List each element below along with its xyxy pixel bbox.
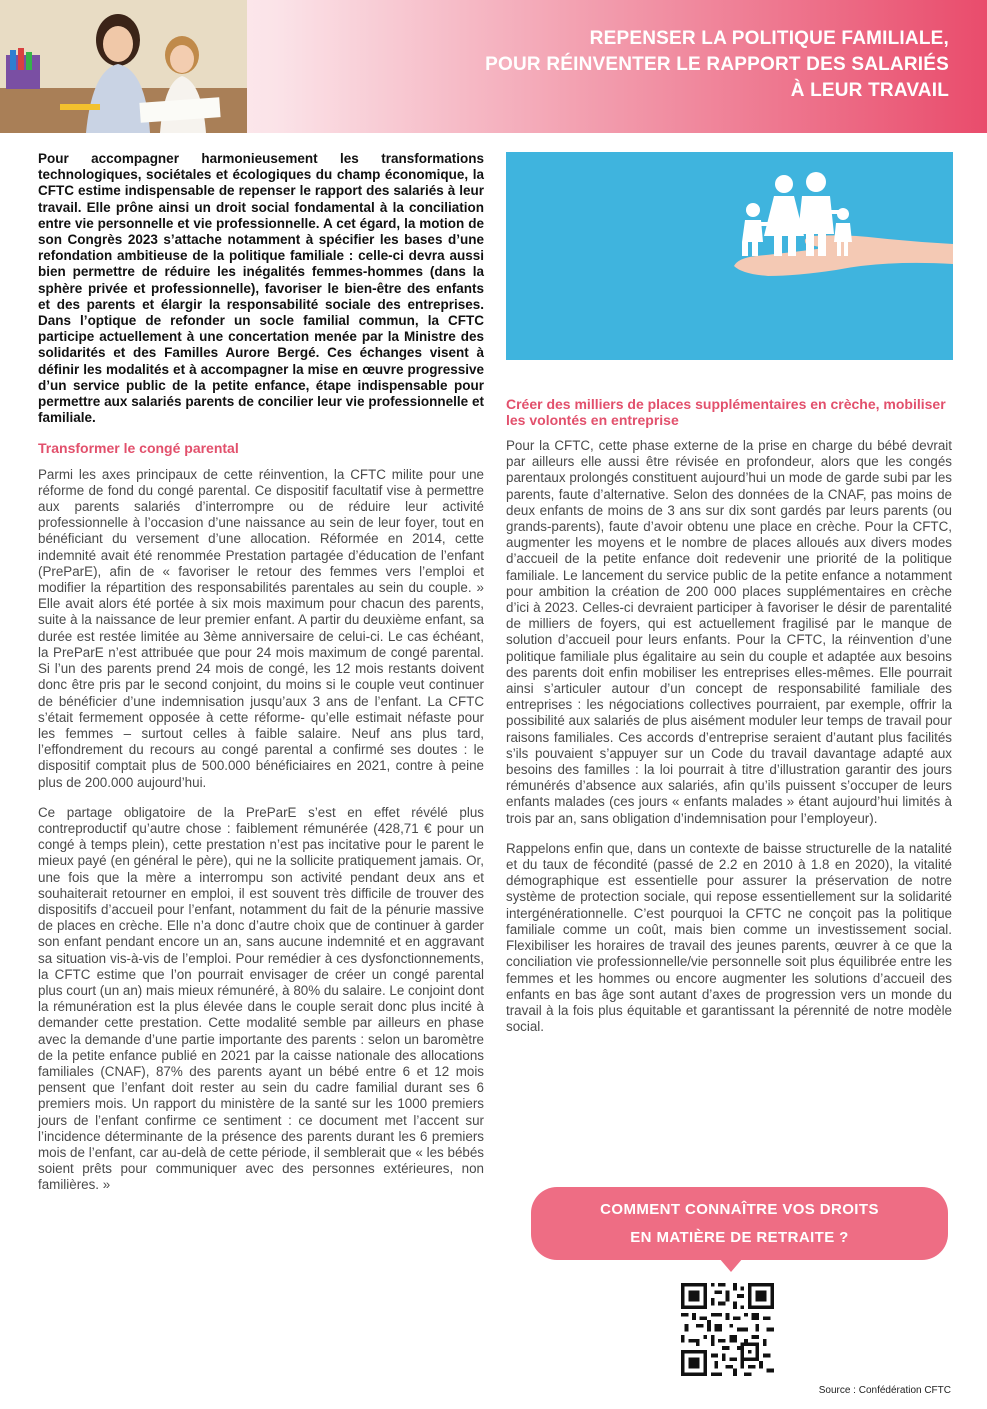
mother-child-photo — [0, 0, 247, 133]
callout-line-2: EN MATIÈRE DE RETRAITE ? — [630, 1229, 849, 1246]
section-title-conge-parental: Transformer le congé parental — [38, 440, 239, 457]
page-title — [389, 26, 949, 104]
title-line-1: REPENSER LA POLITIQUE FAMILIALE, — [589, 28, 949, 49]
section-title-creches: Créer des milliers de places supplémentaires en crèche, mobiliser les volontés en entreprise — [506, 396, 946, 428]
body-paragraph: Ce partage obligatoire de la PreParE s’est en effet révélé plus contreproductif qu’autre chose : faiblement rémunérée (428,71 € pour un congé à temps plein), cette prestation n’est pas incitative pour le parent le mieux payé (en général le père), qui ne la sollicite pratiquement jamais. Or, une fois que la mère a interrompu son activité pendant deux ans et souhaiterait retourner en emploi, il est souvent très difficile de trouver des dispositifs d’accueil pour l’enfant, notamment du fait de la pénurie massive de places en crèche. Elle n’a donc d’autre choix que de continuer à garder son enfant pendant encore un an, sans aucune indemnité et en aggravant sa situation vis-à-vis de l’emploi. Pour remédier à ces dysfonctionnements, la CFTC estime que l’on pourrait envisager de créer un congé parental plus court (un an) mais mieux rémunéré, à 80% du salaire. Le conjoint dont la rémunération est la plus élevée dans le couple serait donc plus incité à demander cette prestation. Cette modalité semble par ailleurs en phase avec la demande d’une partie importante des parents : selon un baromètre de la petite enfance publié en 2021 par la caisse nationale des allocations familiales (CNAF), 87% des parents ayant un bébé entre 6 et 12 mois pensent que l’enfant doit rester au sein du cadre familial durant ses 6 premiers mois. Un rapport du ministère de la santé sur les 1000 premiers jours de l’enfant confirme ce sentiment : ce document met l’accent sur l’incidence déterminante de la présence des parents durant les 6 premiers mois de l’enfant, car au-delà de cette période, il semblerait que « les bébés soient prêts pour communiquer avec des personnes extérieures, non familières. » — [38, 804, 484, 1193]
left-column — [38, 151, 484, 1208]
family-hand-illustration — [506, 152, 953, 360]
intro-paragraph: Pour accompagner harmonieusement les transformations technologiques, sociétales et écologiques du champ économique, la CFTC estime indispensable de repenser le rapport des salariés à leur travail. Elle prône ainsi un droit social fondamental à la conciliation entre vie personnelle et vie professionnelle. A cet égard, la motion de son Congrès 2023 s’attache notamment à spécifier les bases d’une refondation ambitieuse de la politique familiale : celle-ci devra aussi bien permettre de réduire les inégalités femmes-hommes (dans la sphère privée et professionnelle), favoriser le bien-être des enfants et des parents et élargir la responsabilité sociale des entreprises. Dans l’optique de refonder un socle familial commun, la CFTC participe actuellement à une concertation menée par la Ministre des solidarités et des Familles Aurore Bergé. Ces échanges visent à définir les modalités et à accompagner la mise en œuvre progressive d’un service public de la petite enfance, étape indispensable pour permettre aux salariés parents de concilier leur vie professionnelle et familiale. — [38, 151, 484, 426]
callout-pointer — [719, 1258, 743, 1272]
retirement-rights-callout[interactable] — [531, 1187, 948, 1260]
body-paragraph: Rappelons enfin que, dans un contexte de baisse structurelle de la natalité et du taux de fécondité (passé de 2.2 en 2010 à 1.8 en 2020), la vitalité démographique est essentielle pour assurer la préservation de notre système de protection sociale, qui repose essentiellement sur la solidarité intergénérationnelle. C’est pourquoi la CFTC ne conçoit pas la politique familiale comme un coût, mais bien comme un investissement social. Flexibiliser les horaires de travail des jeunes parents, œuvrer à ce que la conciliation vie professionnelle/vie personnelle soit plus équilibrée entre les femmes et les hommes ou encore augmenter les solutions d’accueil des enfants en bas âge sont autant d’axes de progression vers un monde du travail à la fois plus équitable et garantissant la pérennité de notre modèle social. — [506, 840, 952, 1035]
source-credit: Source : Confédération CFTC — [818, 1385, 951, 1396]
title-line-3: À LEUR TRAVAIL — [790, 80, 949, 101]
family-icon — [506, 152, 953, 360]
title-line-2: POUR RÉINVENTER LE RAPPORT DES SALARIÉS — [485, 54, 949, 75]
callout-line-1: COMMENT CONNAÎTRE VOS DROITS — [600, 1201, 879, 1218]
body-paragraph: Pour la CFTC, cette phase externe de la prise en charge du bébé devrait par ailleurs elle aussi être révisée en profondeur, alors que les congés parentaux prolongés constituent aujourd’hui un mode de garde subi par les parents, faute d’alternative. Selon des données de la CNAF, pas moins de deux enfants de moins de 3 ans sur dix sont gardés par leurs parents (ou grands-parents), faute d’avoir obtenu une place en crèche. Pour la CFTC, augmenter les moyens et le nombre de places alloués aux divers modes d’accueil de la petite enfance doit redevenir une priorité de la politique familiale. Le lancement du service public de la petite enfance a notamment pour ambition la création de 200 000 places supplémentaires en crèche d’ici à 2023. Celles-ci devraient participer à favoriser le désir de parentalité de milliers de foyers, qui est actuellement fragilisé par le manque de solution d’accueil pour leurs enfants. Pour la CFTC, la réinvention d’une politique familiale plus égalitaire au sein du couple et adaptée aux besoins des parents doit enfin mobiliser les entreprises elles-mêmes. Elle pourrait ainsi s’articuler autour d’un concept de responsabilité familiale des entreprises : les négociations collectives pourraient, par exemple, offrir la possibilité aux salariés de plus aisément moduler leur temps de travail pour raisons familiales. Ces accords d’entreprise seraient d’autant plus facilités s’ils pouvaient s’appuyer sur un Code du travail davantage adapté aux besoins des familles : la loi pourrait à titre d’illustration garantir des jours rémunérés d’absence aux salariés, afin qu’ils puissent s’occuper de leurs enfants malades (ces jours « enfants malades » étant aujourd’hui limités à trois par an, sans obligation d’indemnisation pour l’employeur). — [506, 438, 952, 826]
body-paragraph: Parmi les axes principaux de cette réinvention, la CFTC milite pour une réforme de fond du congé parental. Ce dispositif facultatif vise à permettre aux parents salariés d’interrompre ou de réduire leur activité professionnelle à l’occasion d’une naissance au sein de leur foyer, tout en bénéficiant du versement d’une allocation. Réformée en 2014, cette indemnité avait été renommée Prestation partagée d’éducation de l’enfant (PreParE), afin de « favoriser le retour des femmes vers l’emploi et modifier la répartition des responsabilités parentales au sein du couple. » Elle avait alors été portée à six mois maximum pour chacun des parents, suite à la naissance de leur premier enfant. A partir du deuxième enfant, sa durée est restée limitée au 3ème anniversaire de celui-ci. Le cas échéant, la PreParE n’est attribuée que pour 24 mois maximum de congé parental. Si l’un des parents prend 24 mois de congé, les 12 mois restants doivent donc être pris par le second conjoint, du moins si le couple veut continuer de bénéficier d’une indemnisation jusqu’aux 3 ans de l’enfant. La CFTC s’était fermement opposée à cette réforme- qu’elle estimait néfaste pour les femmes – surtout celles à faible salaire. Neuf ans plus tard, l’effondrement du recours au congé parental a confirmé ses doutes : le dispositif comptait plus de 500.000 bénéficiaires en 2021, contre à peine plus de 200.000 aujourd’hui. — [38, 466, 484, 790]
header-banner — [0, 0, 987, 133]
qr-code-icon[interactable] — [681, 1283, 774, 1376]
right-column — [506, 396, 952, 1049]
photo-illustration — [0, 0, 247, 133]
